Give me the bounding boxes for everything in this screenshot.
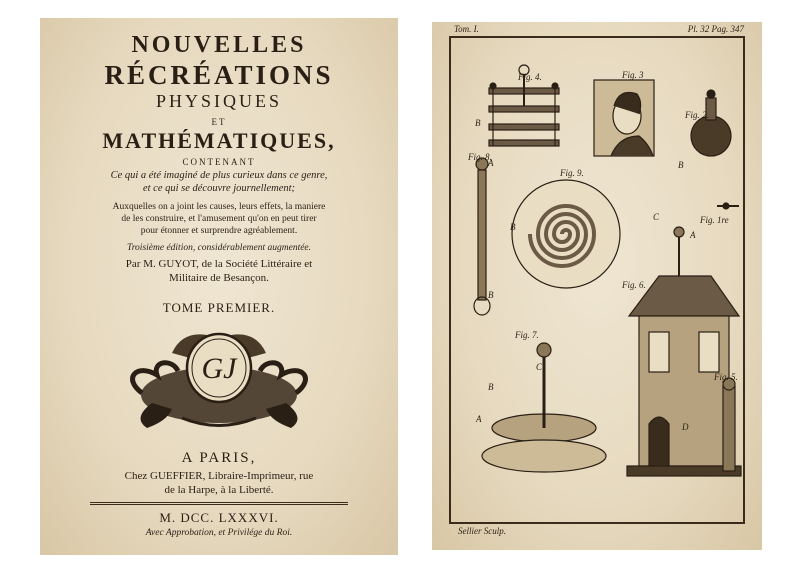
privilege: Avec Approbation, et Privilége du Roi. <box>145 528 293 538</box>
fig-8-label: Fig. 8. <box>468 152 492 162</box>
subtitle-line-2: et ce qui se découvre journellement; <box>142 183 296 194</box>
fig-6-label: Fig. 6. <box>622 280 646 290</box>
title-page <box>40 18 398 555</box>
figure-2-flask <box>691 90 731 156</box>
figure-5-cylinder <box>723 378 735 471</box>
date: M. DCC. LXXXVI. <box>159 510 279 525</box>
letter-a-fig8: A <box>488 158 494 168</box>
figure-1-key <box>717 203 739 209</box>
vignette-ornament <box>112 323 326 438</box>
fig-7-label: Fig. 7. <box>515 330 539 340</box>
letter-c-fig6: C <box>653 212 660 222</box>
letter-b-fig3: B <box>678 160 684 170</box>
edition: Troisième édition, considérablement augmentée. <box>126 243 312 253</box>
letter-b-fig9: B <box>510 222 516 232</box>
body-line-1: Auxquelles on a joint les causes, leurs effets, la maniere <box>112 202 326 212</box>
fig-2-label: Fig. 2. <box>685 110 709 120</box>
letter-b-fig8: B <box>488 290 494 300</box>
fig-3-label: Fig. 3 <box>622 70 644 80</box>
plate-header-right: Pl. 32 Pag. 347 <box>687 24 744 34</box>
letter-a-fig6: A <box>690 230 696 240</box>
figure-7-discs <box>482 343 606 472</box>
letter-d-fig6: D <box>682 422 689 432</box>
fig-9-label: Fig. 9. <box>560 168 584 178</box>
letter-a-fig7: A <box>476 414 482 424</box>
figure-3-portrait <box>594 80 654 156</box>
contenant: CONTENANT <box>182 157 256 167</box>
title-line-1: NOUVELLES <box>131 32 307 58</box>
subtitle-line-1: Ce qui a été imaginé de plus curieux dans ce genre, <box>110 170 328 181</box>
publisher-line-2: de la Harpe, à la Liberté. <box>164 484 274 496</box>
fig-1-label: Fig. 1re <box>700 215 729 225</box>
author-line-2: Militaire de Besançon. <box>169 272 269 284</box>
figure-9-spiral <box>512 180 620 288</box>
fig-4-label: Fig. 4. <box>518 72 542 82</box>
author-line-1: Par M. GUYOT, de la Société Littéraire et <box>125 258 313 270</box>
body-line-2: de les construire, et l'amusement qu'on en peut tirer <box>121 214 317 224</box>
fig-5-label: Fig. 5. <box>714 372 738 382</box>
tome: TOME PREMIER. <box>162 300 276 315</box>
city: A PARIS, <box>181 450 257 466</box>
plate-page <box>432 22 762 550</box>
plate-header-left: Tom. I. <box>454 24 479 34</box>
body-line-3: pour étonner et surprendre agréablement. <box>140 226 298 236</box>
letter-c-fig7: C <box>536 362 543 372</box>
title-line-3: PHYSIQUES <box>155 91 283 111</box>
letter-b-fig4: B <box>475 118 481 128</box>
publisher-line-1: Chez GUEFFIER, Libraire-Imprimeur, rue <box>124 470 314 482</box>
letter-b-fig7: B <box>488 382 494 392</box>
title-line-4: MATHÉMATIQUES, <box>102 128 336 153</box>
title-line-2: RÉCRÉATIONS <box>104 60 334 90</box>
divider-rule <box>90 502 348 505</box>
title-et: ET <box>211 117 227 127</box>
engraver: Sellier Sculp. <box>458 526 506 536</box>
monogram: GJ <box>201 352 237 385</box>
